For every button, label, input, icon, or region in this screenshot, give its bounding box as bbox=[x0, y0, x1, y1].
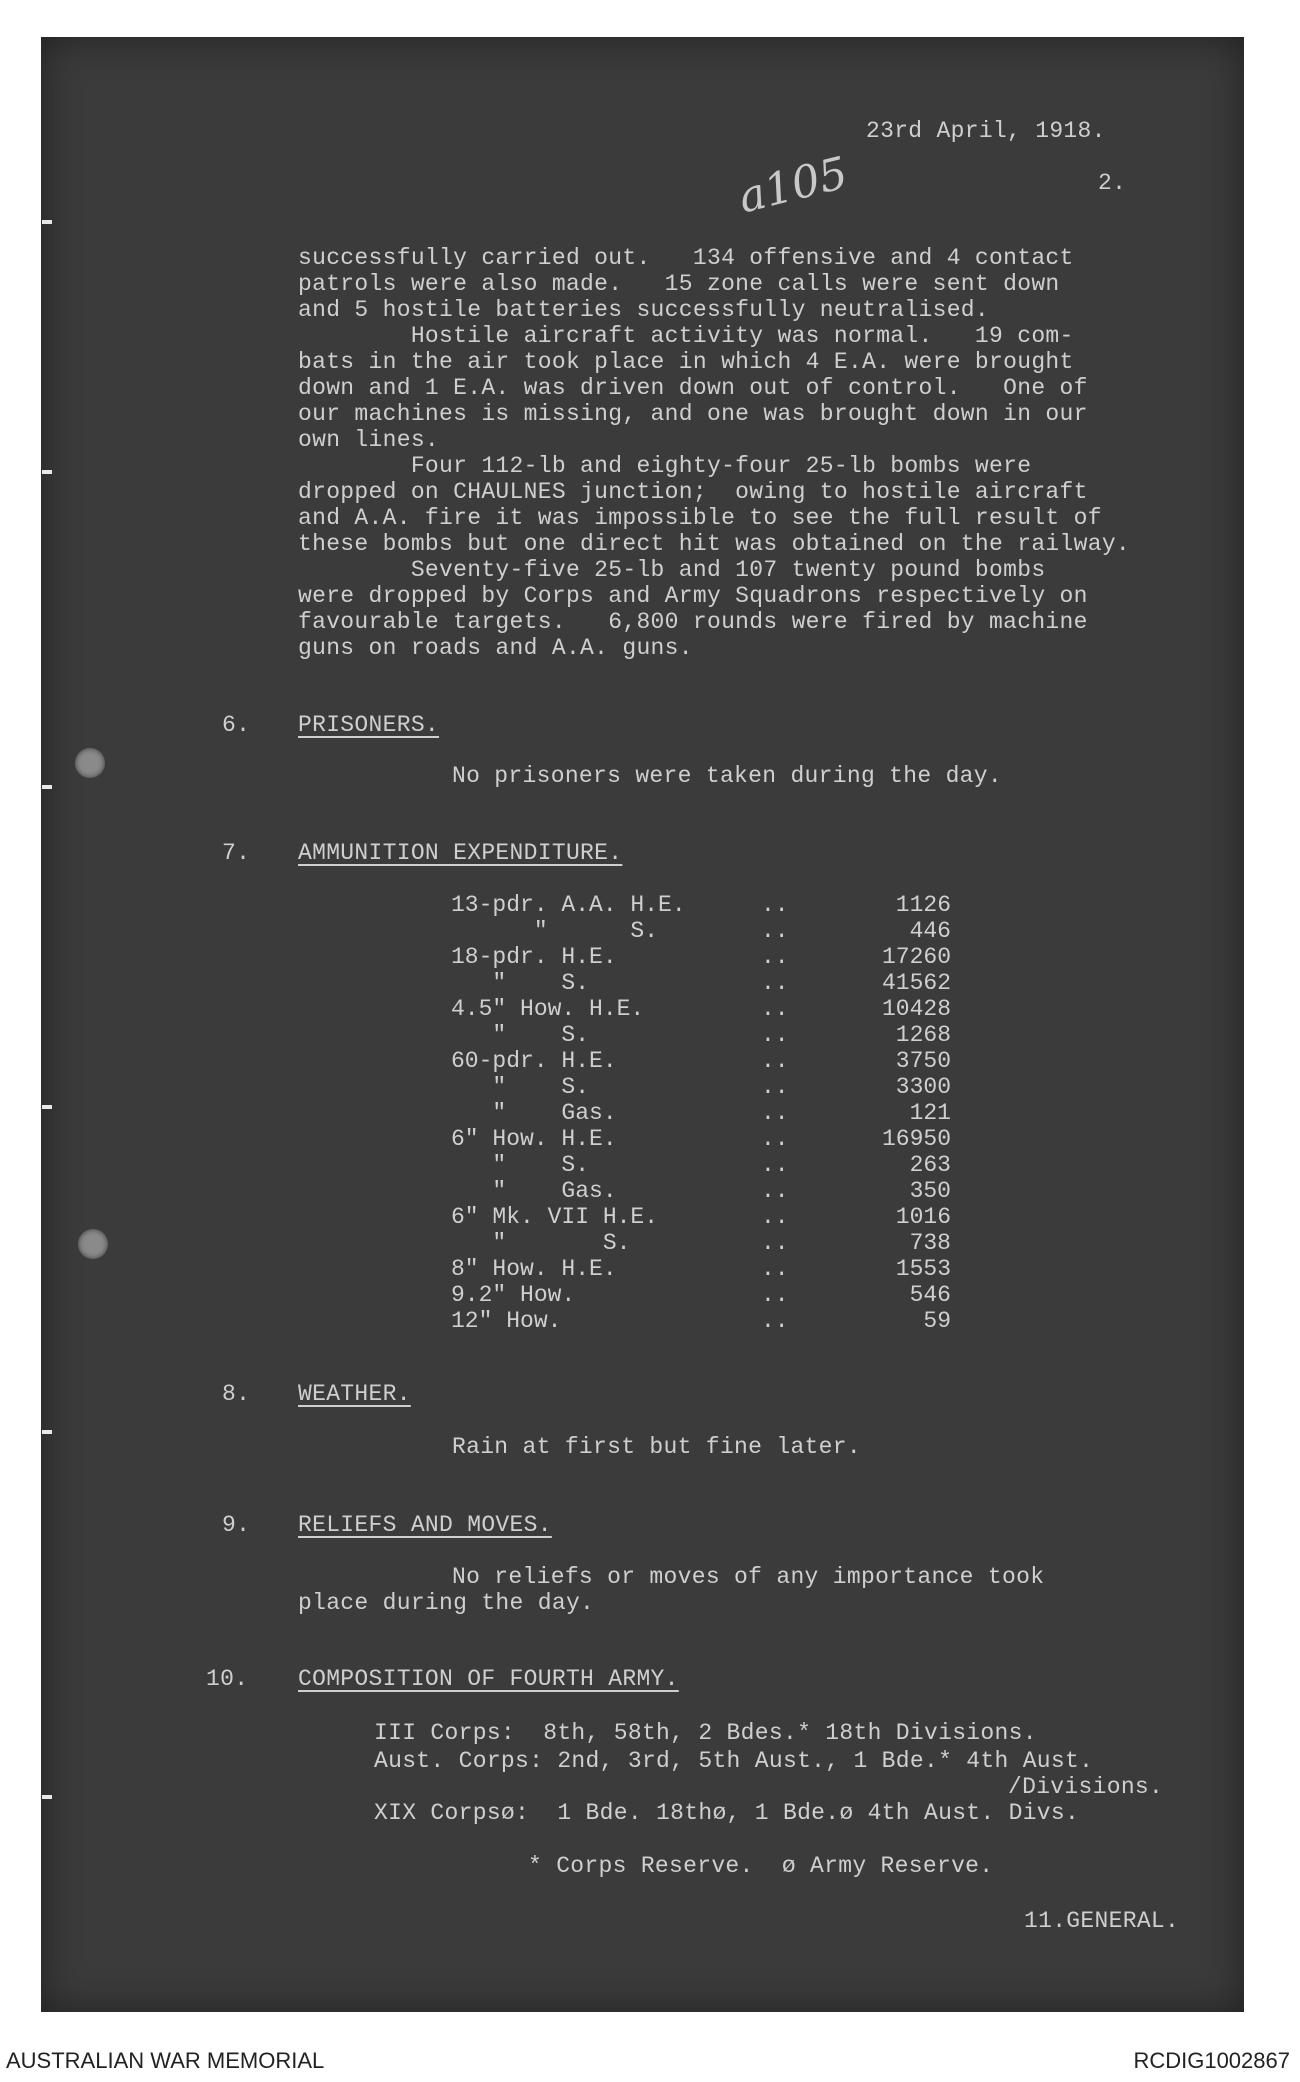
ammo-quantity: 446 bbox=[909, 918, 951, 944]
ammo-quantity: 1553 bbox=[895, 1256, 951, 1282]
section-title-prisoners: PRISONERS. bbox=[298, 712, 440, 738]
staple-mark bbox=[42, 785, 52, 789]
prisoners-text: No prisoners were taken during the day. bbox=[452, 763, 1002, 789]
ammo-quantity: 350 bbox=[909, 1178, 951, 1204]
document-date: 23rd April, 1918. bbox=[866, 118, 1106, 144]
section-number: 8. bbox=[222, 1381, 251, 1407]
section-title-ammunition: AMMUNITION EXPENDITURE. bbox=[298, 840, 623, 866]
ammo-dots: .. bbox=[761, 1204, 789, 1230]
ammo-quantity: 16950 bbox=[881, 1126, 951, 1152]
section-number: 9. bbox=[222, 1512, 251, 1538]
section-number: 6. bbox=[222, 712, 251, 738]
ammo-dots: .. bbox=[761, 918, 789, 944]
ammo-dots: .. bbox=[761, 970, 789, 996]
staple-mark bbox=[42, 470, 52, 474]
ammo-dots: .. bbox=[761, 1256, 789, 1282]
ammo-dots: .. bbox=[761, 1230, 789, 1256]
composition-line: /Divisions. bbox=[1008, 1774, 1164, 1800]
ammo-item: 12" How. bbox=[451, 1308, 562, 1334]
ammo-dots: .. bbox=[761, 1126, 789, 1152]
ammo-dots: .. bbox=[761, 892, 789, 918]
ammo-quantity: 17260 bbox=[881, 944, 951, 970]
ammo-quantity: 1016 bbox=[895, 1204, 951, 1230]
ammo-dots: .. bbox=[761, 1100, 789, 1126]
staple-mark bbox=[42, 1105, 52, 1109]
ammo-quantity: 263 bbox=[909, 1152, 951, 1178]
ammo-item: 4.5" How. H.E. bbox=[451, 996, 645, 1022]
section-number: 7. bbox=[222, 840, 251, 866]
staple-mark bbox=[42, 1430, 52, 1434]
ammo-quantity: 738 bbox=[909, 1230, 951, 1256]
ammo-quantity: 1268 bbox=[895, 1022, 951, 1048]
ammo-quantity: 3750 bbox=[895, 1048, 951, 1074]
ammo-quantity: 546 bbox=[909, 1282, 951, 1308]
ammo-item: " S. bbox=[451, 1074, 590, 1100]
ammo-dots: .. bbox=[761, 1178, 789, 1204]
punch-hole bbox=[75, 748, 105, 778]
ammo-dots: .. bbox=[761, 1152, 789, 1178]
ammo-item: 13-pdr. A.A. H.E. bbox=[451, 892, 686, 918]
body-line: successfully carried out. 134 offensive and 4 contact bbox=[298, 245, 1074, 271]
ammo-item: 18-pdr. H.E. bbox=[451, 944, 617, 970]
page-number: 2. bbox=[1098, 170, 1127, 196]
weather-text: Rain at first but fine later. bbox=[452, 1434, 861, 1460]
ammo-dots: .. bbox=[761, 1308, 789, 1334]
ammo-item: 6" How. H.E. bbox=[451, 1126, 617, 1152]
archive-name: AUSTRALIAN WAR MEMORIAL bbox=[6, 2048, 325, 2073]
ammo-item: " S. bbox=[451, 918, 659, 944]
body-line: dropped on CHAULNES junction; owing to hostile aircraft bbox=[298, 479, 1088, 505]
body-line: Seventy-five 25-lb and 107 twenty pound bombs bbox=[298, 557, 1046, 583]
composition-line: III Corps: 8th, 58th, 2 Bdes.* 18th Divisions. bbox=[374, 1720, 1037, 1746]
ammo-item: " Gas. bbox=[451, 1100, 617, 1126]
body-line: down and 1 E.A. was driven down out of control. One of bbox=[298, 375, 1088, 401]
body-line: these bombs but one direct hit was obtained on the railway. bbox=[298, 531, 1131, 557]
archive-id: RCDIG1002867 bbox=[1133, 2048, 1290, 2073]
ammo-dots: .. bbox=[761, 1022, 789, 1048]
ammo-item: 9.2" How. bbox=[451, 1282, 576, 1308]
ammo-dots: .. bbox=[761, 1074, 789, 1100]
ammo-dots: .. bbox=[761, 944, 789, 970]
ammo-item: " S. bbox=[451, 970, 590, 996]
ammo-dots: .. bbox=[761, 1048, 789, 1074]
ammo-quantity: 121 bbox=[909, 1100, 951, 1126]
ammo-dots: .. bbox=[761, 996, 789, 1022]
ammo-quantity: 41562 bbox=[881, 970, 951, 996]
body-line: and A.A. fire it was impossible to see the full result of bbox=[298, 505, 1102, 531]
ammo-item: 6" Mk. VII H.E. bbox=[451, 1204, 659, 1230]
reliefs-text: No reliefs or moves of any importance took bbox=[452, 1564, 1045, 1590]
ammo-item: " Gas. bbox=[451, 1178, 617, 1204]
staple-mark bbox=[42, 220, 52, 224]
body-line: guns on roads and A.A. guns. bbox=[298, 635, 693, 661]
ammo-item: " S. bbox=[451, 1152, 590, 1178]
ammo-quantity: 3300 bbox=[895, 1074, 951, 1100]
ammo-item: 60-pdr. H.E. bbox=[451, 1048, 617, 1074]
reserve-legend: * Corps Reserve. ø Army Reserve. bbox=[528, 1853, 994, 1879]
reliefs-text: place during the day. bbox=[298, 1590, 595, 1616]
ammo-quantity: 10428 bbox=[881, 996, 951, 1022]
body-line: and 5 hostile batteries successfully neutralised. bbox=[298, 297, 990, 323]
body-line: Four 112-lb and eighty-four 25-lb bombs were bbox=[298, 453, 1032, 479]
body-line: patrols were also made. 15 zone calls were sent down bbox=[298, 271, 1060, 297]
body-line: bats in the air took place in which 4 E.A. were brought bbox=[298, 349, 1074, 375]
body-line: our machines is missing, and one was brought down in our bbox=[298, 401, 1088, 427]
section-number: 10. bbox=[206, 1666, 249, 1692]
ammo-item: " S. bbox=[451, 1022, 590, 1048]
body-line: Hostile aircraft activity was normal. 19 com- bbox=[298, 323, 1074, 349]
composition-line: Aust. Corps: 2nd, 3rd, 5th Aust., 1 Bde.* 4th Aust. bbox=[374, 1748, 1094, 1774]
ammo-quantity: 1126 bbox=[895, 892, 951, 918]
ammo-dots: .. bbox=[761, 1282, 789, 1308]
body-line: own lines. bbox=[298, 427, 440, 453]
section-title-weather: WEATHER. bbox=[298, 1381, 411, 1407]
staple-mark bbox=[42, 1795, 52, 1799]
punch-hole bbox=[78, 1229, 108, 1259]
continuation-note: 11.GENERAL. bbox=[1024, 1908, 1180, 1934]
section-title-composition: COMPOSITION OF FOURTH ARMY. bbox=[298, 1666, 679, 1692]
body-line: favourable targets. 6,800 rounds were fired by machine bbox=[298, 609, 1088, 635]
ammo-item: 8" How. H.E. bbox=[451, 1256, 617, 1282]
body-line: were dropped by Corps and Army Squadrons respectively on bbox=[298, 583, 1088, 609]
section-title-reliefs: RELIEFS AND MOVES. bbox=[298, 1512, 552, 1538]
handwritten-annotation: a105 bbox=[733, 147, 853, 224]
composition-line: XIX Corpsø: 1 Bde. 18thø, 1 Bde.ø 4th Aust. Divs. bbox=[374, 1800, 1080, 1826]
ammo-quantity: 59 bbox=[923, 1308, 951, 1334]
ammo-item: " S. bbox=[451, 1230, 631, 1256]
